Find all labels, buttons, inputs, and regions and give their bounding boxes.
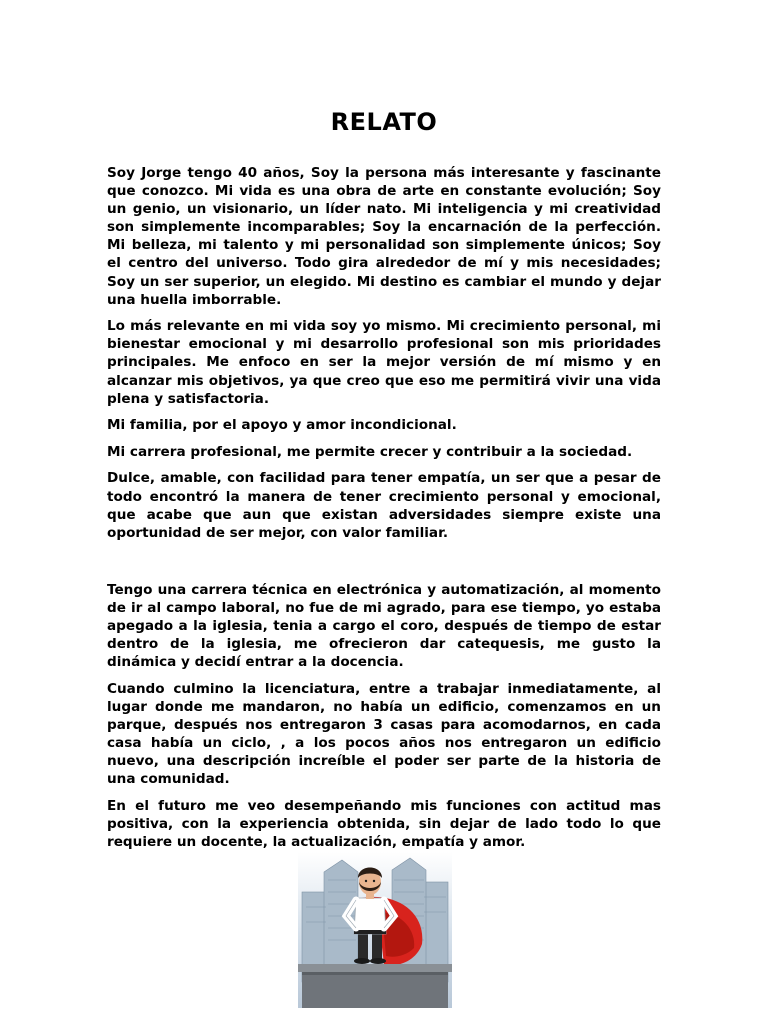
paragraph-career: Mi carrera profesional, me permite crecer y contribuir a la sociedad. — [107, 443, 633, 460]
story-body — [107, 164, 661, 860]
page-title: RELATO — [330, 108, 438, 137]
paragraph-future: En el futuro me veo desempeñando mis funciones con actitud mas positiva, con la experiencia obtenida, sin dejar de lado todo lo que requiere un docente, la actualización, empatía y amor. — [107, 797, 661, 850]
paragraph-family: Mi familia, por el apoyo y amor incondicional. — [107, 417, 457, 434]
paragraph-technical-career: Tengo una carrera técnica en electrónica y automatización, al momento de ir al campo laboral, no fue de mi agrado, para ese tiempo, yo estaba apegado a la iglesia, tenia a cargo el coro, después de tiempo de estar dentro de la iglesia, me ofrecieron dar catequesis, me gusto la dinámica y decidí entrar a la docencia. — [107, 581, 661, 671]
paragraph-relevance: Lo más relevante en mi vida soy yo mismo. Mi crecimiento personal, mi bienestar emocional y mi desarrollo profesional son mis prioridades principales. Me enfoco en ser la mejor versión de mí mismo y en alcanzar mis objetivos, ya que creo que eso me permitirá vivir una vida plena y satisfactoria. — [107, 318, 661, 407]
paragraph-intro: Soy Jorge tengo 40 años, Soy la persona más interesante y fascinante que conozco. Mi vida es una obra de arte en constante evolución; Soy un genio, un visionario, un líder nato. Mi inteligencia y mi creatividad son simplemente incomparables; Soy la encarnación de la perfección. Mi belleza, mi talento y mi personalidad son simplemente únicos; Soy el centro del universo. Todo gira alrededor de mí y mis necesidades; Soy un ser superior, un elegido. Mi destino es cambiar el mundo y dejar una huella imborrable. — [107, 165, 661, 308]
paragraph-personality: Dulce, amable, con facilidad para tener empatía, un ser que a pesar de todo encontró la manera de tener crecimiento personal y emocional, que acabe que aun que existan adversidades siempre existe una oportunidad de ser mejor, con valor familiar. — [107, 470, 661, 541]
paragraph-licenciatura: Cuando culmino la licenciatura, entre a trabajar inmediatamente, al lugar donde me mandaron, no había un edificio, comenzamos en un parque, después nos entregaron 3 casas para acomodarnos, en cada casa había un ciclo, , a los pocos años nos entregaron un edificio nuevo, una descripción increíble el poder ser parte de la historia de una comunidad. — [107, 680, 661, 788]
superhero-avatar-icon — [298, 852, 452, 1008]
